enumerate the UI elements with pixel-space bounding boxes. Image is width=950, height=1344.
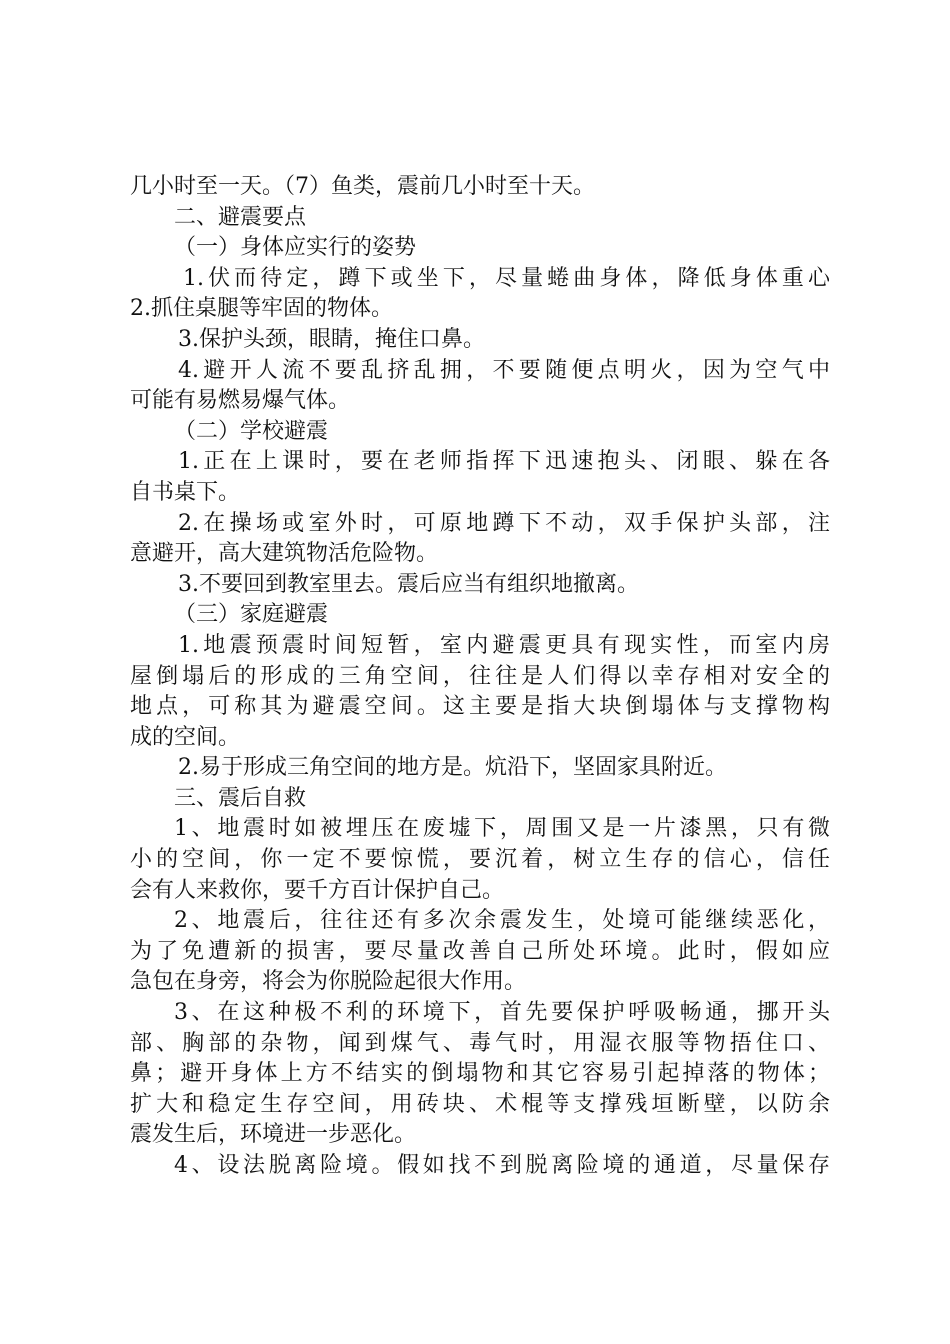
text-line: 小的空间，你一定不要惊慌，要沉着，树立生存的信心，信任 [130, 847, 830, 873]
text-line: 2.易于形成三角空间的地方是。炕沿下，坚固家具附近。 [178, 755, 727, 781]
text-line: 1、地震时如被埋压在废墟下，周围又是一片漆黑，只有微 [174, 816, 830, 842]
text-line: 部、胸部的杂物，闻到煤气、毒气时，用湿衣服等物捂住口、 [130, 1030, 830, 1056]
text-line: 会有人来救你，要千方百计保护自己。 [130, 877, 505, 903]
text-line: 3.不要回到教室里去。震后应当有组织地撤离。 [178, 571, 639, 597]
text-line: 4.避开人流不要乱挤乱拥，不要随便点明火，因为空气中 [178, 357, 830, 383]
text-line: 2.抓住桌腿等牢固的物体。 [130, 296, 393, 322]
text-line: 2、地震后，往往还有多次余震发生，处境可能继续恶化， [174, 908, 830, 934]
text-line: 4、设法脱离险境。假如找不到脱离险境的通道，尽量保存 [174, 1153, 830, 1178]
text-line: 自书桌下。 [130, 479, 241, 505]
text-line: 1.正在上课时，要在老师指挥下迅速抱头、闭眼、躲在各 [178, 449, 830, 475]
text-line: 3、在这种极不利的环境下，首先要保护呼吸畅通，挪开头 [174, 1000, 830, 1026]
text-line: 几小时至一天。（7）鱼类，震前几小时至十天。 [130, 174, 595, 199]
text-line: 意避开，高大建筑物活危险物。 [130, 541, 439, 567]
text-line: 可能有易燃易爆气体。 [130, 388, 351, 414]
text-line: 屋倒塌后的形成的三角空间，往往是人们得以幸存相对安全的 [130, 663, 830, 689]
subsection-heading: （三）家庭避震 [174, 602, 329, 628]
text-line: 扩大和稳定生存空间，用砖块、术棍等支撑残垣断壁，以防余 [130, 1091, 830, 1117]
text-line: 成的空间。 [130, 724, 241, 750]
text-line: 3.保护头颈，眼睛，掩住口鼻。 [178, 326, 485, 352]
text-line: 地点，可称其为避震空间。这主要是指大块倒塌体与支撑物构 [130, 694, 830, 720]
text-line: 鼻；避开身体上方不结实的倒塌物和其它容易引起掉落的物体； [130, 1061, 830, 1087]
text-line: 1.伏而待定，蹲下或坐下，尽量蜷曲身体，降低身体重心 [183, 265, 830, 291]
document-body [130, 172, 830, 1182]
text-line: 为了免遭新的损害，要尽量改善自己所处环境。此时，假如应 [130, 938, 830, 964]
text-line: 急包在身旁，将会为你脱险起很大作用。 [130, 969, 527, 995]
text-line: 1.地震预震时间短暂，室内避震更具有现实性，而室内房 [178, 632, 830, 658]
text-line: 2.在操场或室外时，可原地蹲下不动，双手保护头部，注 [178, 510, 830, 536]
section-heading: 二、避震要点 [174, 204, 307, 230]
subsection-heading: （二）学校避震 [174, 418, 329, 444]
text-line: 震发生后，环境进一步恶化。 [130, 1122, 417, 1148]
section-heading: 三、震后自救 [174, 785, 307, 811]
subsection-heading: （一）身体应实行的姿势 [174, 235, 417, 261]
